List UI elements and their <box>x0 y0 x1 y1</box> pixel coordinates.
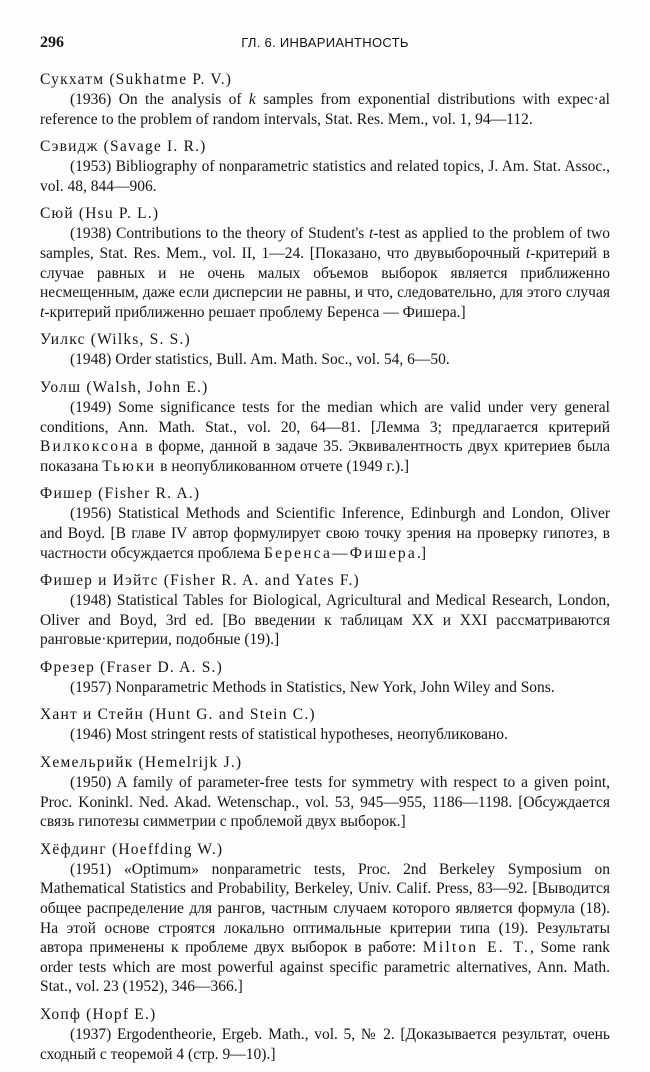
math-variable: t <box>368 225 374 243</box>
reference-author: Уилкс (Wilks, S. S.) <box>40 331 191 349</box>
reference-author: Фишер (Fisher R. A.) <box>40 485 201 503</box>
reference-entry <box>40 137 610 196</box>
reference-body: (1948) Order statistics, Bull. Am. Math. Soc., vol. 54, 6—50. <box>70 351 450 369</box>
reference-entry <box>40 204 610 322</box>
spaced-name: Беренса—Фишера <box>264 544 417 562</box>
reference-author: Хант и Стейн (Hunt G. and Stein C.) <box>40 706 316 724</box>
reference-body: (1953) Bibliography of nonparametric statistics and related topics, J. Am. Stat. Assoc., vol. 48, 844—906. <box>40 158 610 195</box>
page-number: 296 <box>40 34 64 51</box>
reference-list <box>40 70 610 1072</box>
spaced-name: Вилкоксона <box>40 438 140 456</box>
math-variable: t <box>40 303 45 321</box>
reference-entry <box>40 705 610 745</box>
reference-author: Сукхатм (Sukhatme P. V.) <box>40 71 233 88</box>
reference-entry <box>40 571 610 650</box>
running-head: ГЛ. 6. ИНВАРИАНТНОСТЬ <box>241 35 409 50</box>
reference-author: Хемельрийк (Hemelrijk J.) <box>40 754 243 772</box>
reference-author: Сэвидж (Savage I. R.) <box>40 138 207 156</box>
reference-body: (1957) Nonparametric Methods in Statistics, New York, John Wiley and Sons. <box>70 678 555 696</box>
reference-entry <box>40 840 610 997</box>
reference-body: (1936) On the analysis of k samples from exponential distributions with expec·al reference to the problem of random intervals, Stat. Res. Mem., vol. 1, 94—112. <box>40 91 610 128</box>
reference-author: Фрезер (Fraser D. A. S.) <box>40 658 223 676</box>
reference-body: (1946) Most stringent rests of statistical hypotheses, неопубликовано. <box>70 726 508 744</box>
reference-entry <box>40 1005 610 1064</box>
spaced-name: Milton E. T. <box>422 939 530 957</box>
math-variable: k <box>248 91 256 108</box>
reference-body: (1949) Some significance tests for the median which are valid under very general conditions, Ann. Math. Stat., vol. 20, 64—81. [Лемма 3; предлагается критерий Вилкоксона в форме, данной в задаче 35. Эквивалентность двух критериев была показана Тьюки в неопубликованном отчете (1949 г.).] <box>40 398 610 475</box>
reference-body: (1948) Statistical Tables for Biological, Agricultural and Medical Research, London, Oliver and Boyd, 3rd ed. [Во введении к таблицам XX и XXI рассматриваются ранговые·критерии, подобные (19).] <box>40 592 610 649</box>
reference-body: (1956) Statistical Methods and Scientific Inference, Edinburgh and London, Oliver and Boyd. [В главе IV автор формулирует свою точку зрения на проверку гипотез, в частности обсуждается проблема Беренса—Фишера.] <box>40 505 610 562</box>
reference-body: (1951) «Optimum» nonparametric tests, Proc. 2nd Berkeley Symposium on Mathematical Statistics and Probability, Berkeley, Univ. Calif. Press, 83—92. [Выводится общее распределение для рангов, частным случаем которого является формула (18). На этой основе строятся локально оптимальные критерии типа (19). Результаты автора применены к проблеме двух выборок в работе: Milton E. T., Some rank order tests which are most powerful against specific parametric alternatives, Ann. Math. Stat., vol. 23 (1952), 346—366.] <box>40 860 610 996</box>
reference-author: Сюй (Hsu P. L.) <box>40 205 160 223</box>
reference-author: Уолш (Walsh, John E.) <box>40 378 209 396</box>
reference-entry <box>40 330 610 370</box>
reference-entry <box>40 484 610 563</box>
reference-author: Хёфдинг (Hoeffding W.) <box>40 840 224 858</box>
spaced-name: Тьюки <box>102 457 157 475</box>
reference-body: (1937) Ergodentheorie, Ergeb. Math., vol. 5, № 2. [Доказывается результат, очень сходный с теоремой 4 (стр. 9—10).] <box>40 1026 610 1063</box>
page-header <box>40 34 610 56</box>
reference-entry <box>40 70 610 129</box>
reference-entry <box>40 658 610 698</box>
reference-author: Хопф (Hopf E.) <box>40 1006 157 1023</box>
reference-body: (1950) A family of parameter-free tests for symmetry with respect to a given point, Proc. Koninkl. Ned. Akad. Wetenschap., vol. 53, 945—955, 1186—1198. [Обсуждается связь гипотезы симметрии с проблемой двух выборок.] <box>40 774 610 831</box>
math-variable: t <box>525 244 531 262</box>
reference-author: Фишер и Иэйтс (Fisher R. A. and Yates F.) <box>40 572 360 590</box>
reference-body: (1938) Contributions to the theory of Student's t-test as applied to the problem of two samples, Stat. Res. Mem., vol. II, 1—24. [Показано, что двувыборочный t-критерий в случае равных и не очень малых объемов выборок является приближенно несмещенным, даже если дисперсии не равны, и что, следовательно, для этого случая t-критерий приближенно решает проблему Беренса — Фишера.] <box>40 225 610 321</box>
reference-entry <box>40 753 610 832</box>
reference-entry <box>40 378 610 476</box>
